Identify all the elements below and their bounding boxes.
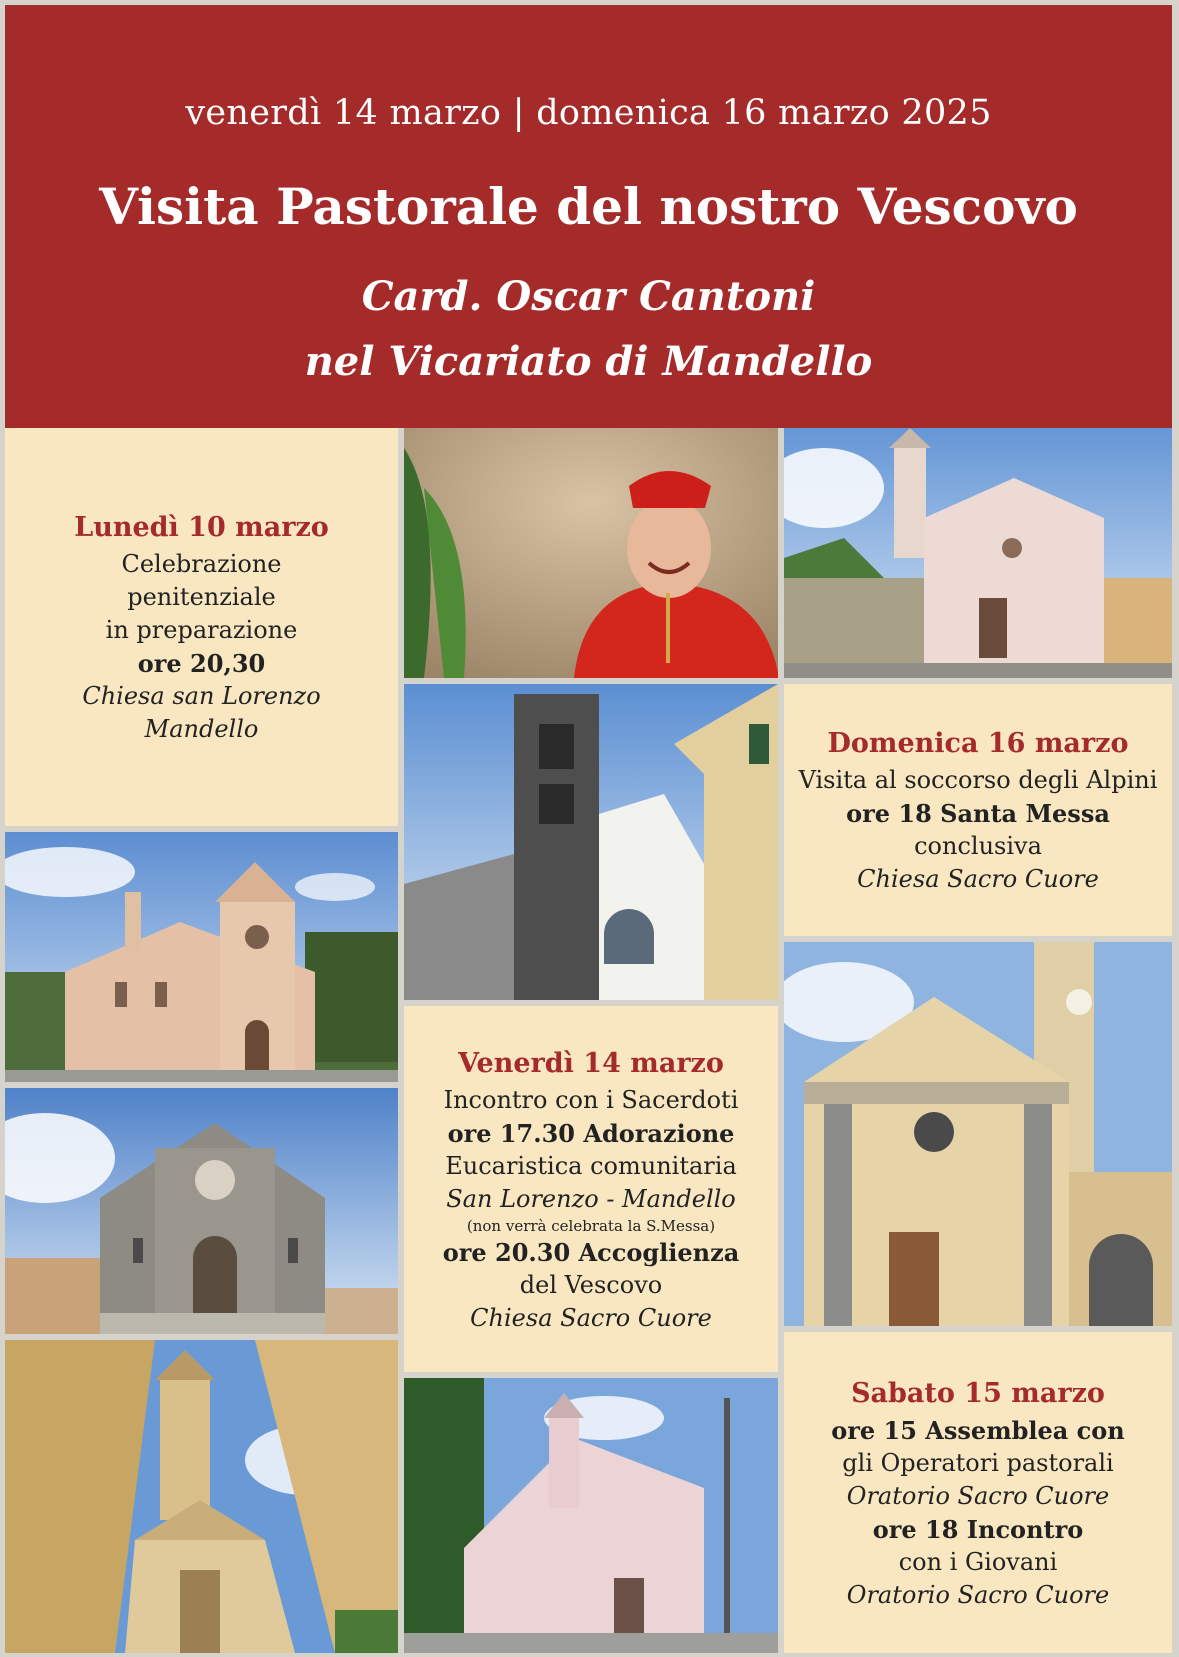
subtitle-cardinal: Card. Oscar Cantoni <box>361 273 816 320</box>
panel-place: Chiesa Sacro Cuore <box>857 865 1099 893</box>
panel-lunedi <box>5 428 398 826</box>
panel-place: Oratorio Sacro Cuore <box>846 1481 1110 1510</box>
panel-line: Eucaristica comunitaria <box>445 1151 737 1180</box>
cardinal-portrait-photo <box>404 428 778 678</box>
panel-place: Chiesa san Lorenzo <box>82 682 321 710</box>
panel-heading: Sabato 15 marzo <box>851 1377 1105 1409</box>
subtitle-vicariate: nel Vicariato di Mandello <box>304 338 873 385</box>
panel-time: ore 18 Incontro <box>872 1514 1084 1544</box>
poster-title: Visita Pastorale del nostro Vescovo <box>99 177 1078 236</box>
panel-time: ore 18 Santa Messa <box>846 799 1110 828</box>
panel-line: Celebrazione <box>121 550 282 578</box>
header-banner <box>5 5 1172 428</box>
panel-place: Chiesa Sacro Cuore <box>470 1303 712 1332</box>
panel-venerdi <box>404 1006 778 1372</box>
panel-line: conclusiva <box>914 832 1042 860</box>
panel-time: ore 20.30 Accoglienza <box>442 1237 740 1267</box>
church-photo-stone-facade-clock <box>784 942 1172 1326</box>
panel-line: penitenziale <box>127 583 276 611</box>
panel-line: Visita al soccorso degli Alpini <box>798 766 1158 794</box>
panel-line: gli Operatori pastorali <box>842 1448 1114 1477</box>
panel-line: del Vescovo <box>519 1270 663 1299</box>
church-photo-sacro-cuore-exterior <box>5 832 398 1082</box>
panel-heading: Domenica 16 marzo <box>827 728 1129 759</box>
event-dates: venerdì 14 marzo | domenica 16 marzo 2025 <box>185 93 992 133</box>
panel-place: San Lorenzo - Mandello <box>446 1184 736 1213</box>
panel-line: con i Giovani <box>898 1547 1058 1576</box>
church-photo-bell-tower-alley <box>5 1340 398 1653</box>
panel-heading: Lunedì 10 marzo <box>74 512 329 543</box>
panel-note: (non verrà celebrata la S.Messa) <box>466 1216 716 1235</box>
church-photo-pink-chapel <box>404 1378 778 1653</box>
panel-domenica <box>784 684 1172 936</box>
panel-line: Incontro con i Sacerdoti <box>443 1085 739 1114</box>
panel-place: Oratorio Sacro Cuore <box>846 1580 1110 1609</box>
panel-sabato <box>784 1332 1172 1653</box>
panel-time: ore 15 Assemblea con <box>831 1415 1125 1445</box>
panel-line: in preparazione <box>105 616 298 644</box>
panel-place: Mandello <box>144 715 259 743</box>
church-photo-san-lorenzo-facade <box>5 1088 398 1334</box>
church-photo-stone-bell-tower <box>404 684 778 1000</box>
panel-time: ore 20,30 <box>137 649 266 678</box>
panel-heading: Venerdì 14 marzo <box>458 1047 724 1079</box>
panel-time: ore 17.30 Adorazione <box>447 1118 735 1148</box>
church-photo-sacro-cuore <box>784 428 1172 678</box>
